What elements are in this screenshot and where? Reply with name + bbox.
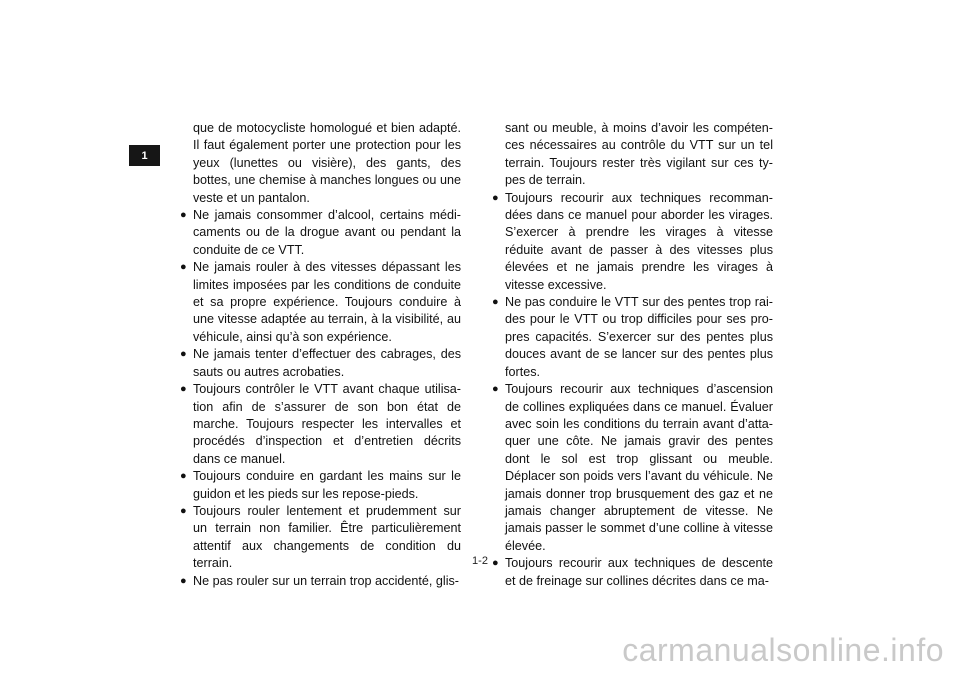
page-number: 1-2: [472, 555, 488, 567]
bullet-dot-icon: ●: [492, 296, 499, 309]
bullet-text: Toujours recourir aux techniques d’ascension de collines expliquées dans ce manuel. Évaluer avec soin les conditions du terrain avant d’attaquer une côte. Ne jamais gravir des pentes dont le sol est trop glissant ou meuble. Déplacer son poids vers l’avant du véhicule. Ne jamais donner trop brusquement des gaz et ne jamais changer abruptement de vitesse. Ne jamais passer le sommet d’une colline à vitesse élevée.: [505, 382, 773, 553]
bullet-text: Ne jamais consommer d’alcool, certains médicaments ou de la drogue avant ou pendant la conduite de ce VTT.: [193, 208, 461, 257]
left-column: [180, 120, 461, 590]
bullet-text: Ne pas rouler sur un terrain trop accidenté, glis-: [193, 573, 459, 588]
left-bullet-4: [180, 381, 461, 468]
chapter-tab: [129, 145, 160, 166]
bullet-text: Toujours conduire en gardant les mains sur le guidon et les pieds sur les repose-pieds.: [193, 469, 461, 501]
bullet-dot-icon: ●: [180, 470, 187, 483]
bullet-text: Ne pas conduire le VTT sur des pentes trop raides pour le VTT ou trop difficiles pour ses propres capacités. S’exercer sur des pentes plus douces avant de se lancer sur des pentes plus fortes.: [505, 295, 773, 379]
bullet-dot-icon: ●: [180, 504, 187, 517]
bullet-dot-icon: ●: [492, 191, 499, 204]
left-bullet-7: [180, 573, 461, 590]
right-intro-paragraph: sant ou meuble, à moins d’avoir les compétences nécessaires au contrôle du VTT sur un tel terrain. Toujours rester très vigilant sur ces types de terrain.: [505, 121, 773, 188]
right-column: [492, 120, 773, 590]
chapter-tab-label: 1: [141, 149, 148, 162]
watermark: carmanualsonline.info: [622, 632, 944, 668]
bullet-text: Toujours rouler lentement et prudemment sur un terrain non familier. Être particulièrement attentif aux changements de condition du terrain.: [193, 503, 461, 571]
bullet-text: Toujours contrôler le VTT avant chaque utilisation afin de s’assurer de son bon état de marche. Toujours respecter les intervalles et procédés d’inspection et d’entretien décrits dans ce manuel.: [193, 382, 461, 466]
left-bullet-3: [180, 346, 461, 381]
bullet-text: Ne jamais rouler à des vitesses dépassant les limites imposées par les conditions de conduite et sa propre expérience. Toujours conduire à une vitesse adaptée au terrain, à la visibilité, au véhicule, ainsi qu’à son expérience.: [193, 260, 461, 344]
left-bullet-2: [180, 259, 461, 346]
left-bullet-1: [180, 207, 461, 259]
right-bullet-2: [492, 294, 773, 381]
left-intro-paragraph: que de motocycliste homologué et bien adapté. Il faut également porter une protection pour les yeux (lunettes ou visière), des gants, des bottes, une chemise à manches longues ou une veste et un pantalon.: [193, 121, 461, 205]
bullet-dot-icon: ●: [180, 261, 187, 274]
left-bullet-6: [180, 503, 461, 573]
right-bullet-1: [492, 190, 773, 294]
left-bullet-5: [180, 468, 461, 503]
bullet-text: Toujours recourir aux techniques recommandées dans ce manuel pour aborder les virages. S’exercer à prendre les virages à vitesse réduite avant de passer à des vitesses plus élevées et ne jamais prendre les virages à vitesse excessive.: [505, 190, 773, 292]
bullet-dot-icon: ●: [180, 574, 187, 587]
right-bullet-4: [492, 555, 773, 590]
bullet-dot-icon: ●: [492, 557, 499, 570]
bullet-dot-icon: ●: [492, 383, 499, 396]
bullet-text: Toujours recourir aux techniques de descente et de freinage sur collines décrites dans ce ma-: [505, 556, 773, 588]
right-bullet-3: [492, 381, 773, 555]
bullet-dot-icon: ●: [180, 209, 187, 222]
bullet-dot-icon: ●: [180, 348, 187, 361]
bullet-text: Ne jamais tenter d’effectuer des cabrages, des sauts ou autres acrobaties.: [193, 347, 461, 379]
bullet-dot-icon: ●: [180, 383, 187, 396]
